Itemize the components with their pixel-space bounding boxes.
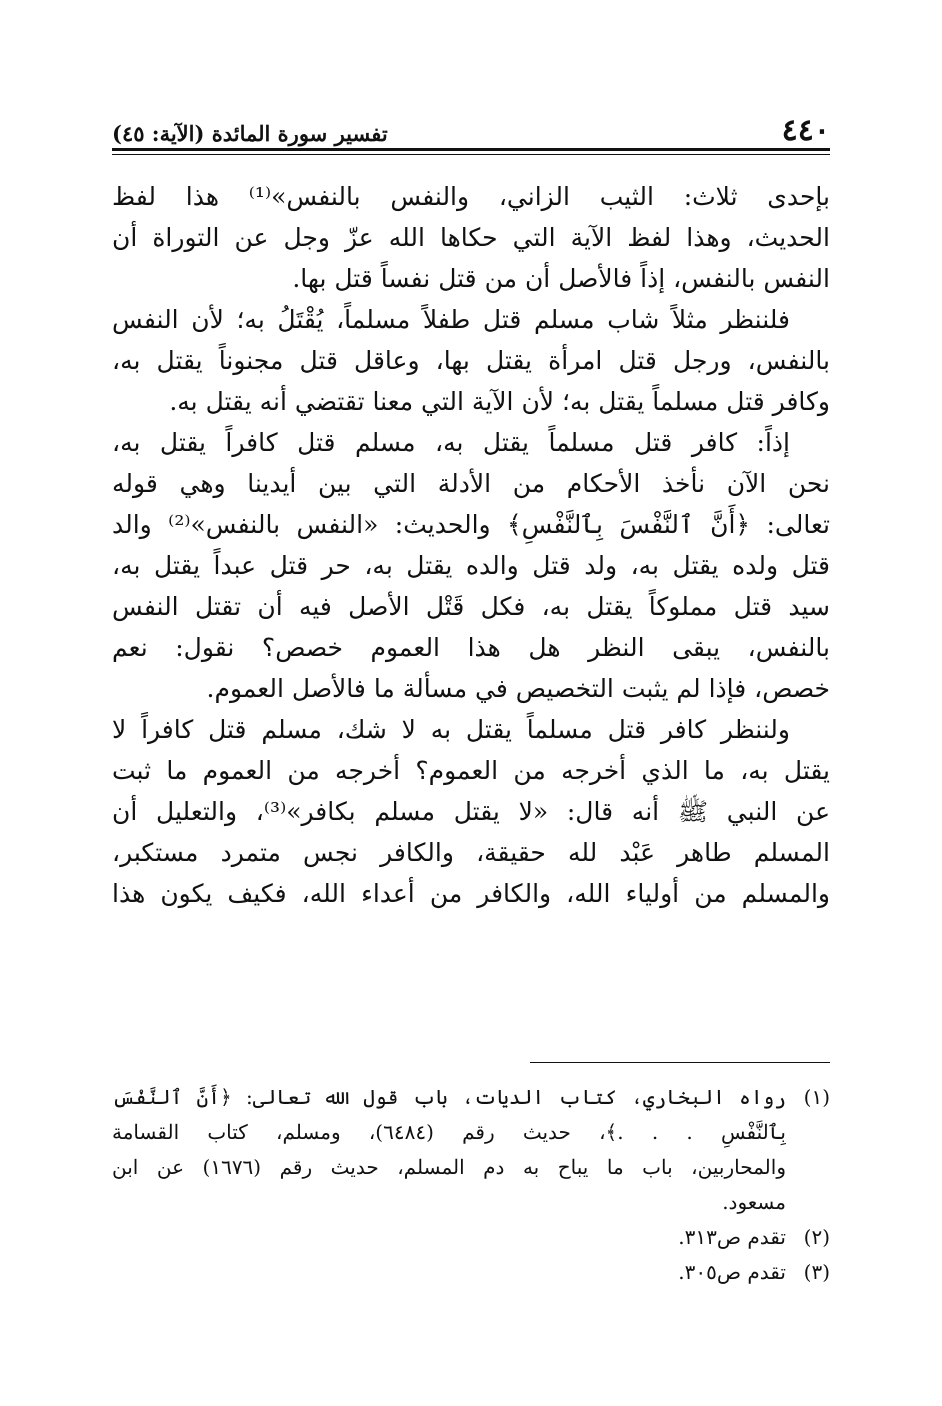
body-line: والمسلم من أولياء الله، والكافر من أعداء الله، فكيف يكون هذا [112, 879, 830, 908]
body-line: بالنفس، ورجل قتل امرأة يقتل بها، وعاقل قتل مجنوناً يقتل به، [112, 346, 830, 375]
footnote-number: (٣) [803, 1260, 830, 1284]
body-line: سيد قتل مملوكاً يقتل به، فكل قَتْل الأصل فيه أن تقتل النفس [112, 592, 830, 621]
body-line: تعالى: ﴿أَنَّ ٱلنَّفْسَ بِٱلنَّفْسِ﴾ والحديث: «النفس بالنفس»⁽²⁾ والد [112, 510, 830, 539]
page-header [112, 112, 830, 146]
footnotes [112, 1080, 830, 1290]
footnote-line: رواه البخاري، كتاب الديات، باب قول الله تعالى: ﴿أَنَّ ٱلنَّفْسَ [112, 1085, 786, 1109]
body-line: الحديث، وهذا لفظ الآية التي حكاها الله عزّ وجل عن التوراة أن [112, 223, 830, 252]
body-line: يقتل به، ما الذي أخرجه من العموم؟ أخرجه من العموم ما ثبت [112, 756, 830, 785]
header-rule-thin [112, 154, 830, 155]
body-line: بإحدى ثلاث: الثيب الزاني، والنفس بالنفس»⁽¹⁾ هذا لفظ [112, 182, 830, 211]
footnote-line: بِٱلنَّفْسِ . . .﴾، حديث رقم (٦٤٨٤)، ومسلم، كتاب القسامة [112, 1120, 786, 1144]
body-line: عن النبي ﷺ أنه قال: «لا يقتل مسلم بكافر»⁽³⁾، والتعليل أن [112, 797, 830, 826]
footnote-line: مسعود. [722, 1190, 786, 1214]
body-line: بالنفس، يبقى النظر هل هذا العموم خصص؟ نقول: نعم [112, 633, 830, 662]
footnote-1 [112, 1080, 830, 1220]
body-line: قتل ولده يقتل به، ولد قتل والده يقتل به، حر قتل عبداً يقتل به، [112, 551, 830, 580]
footnote-separator [530, 1062, 830, 1063]
body-line: وكافر قتل مسلماً يقتل به؛ لأن الآية التي معنا تقتضي أنه يقتل به. [169, 387, 830, 416]
page-number: ٤٤٠ [781, 113, 830, 148]
body-line: ولننظر كافر قتل مسلماً يقتل به لا شك، مسلم قتل كافراً لا [112, 715, 790, 744]
body-line: إذاً: كافر قتل مسلماً يقتل به، مسلم قتل كافراً يقتل به، [112, 428, 790, 457]
body-line: خصص، فإذا لم يثبت التخصيص في مسألة ما فالأصل العموم. [206, 674, 830, 703]
footnote-line: والمحاربين، باب ما يباح به دم المسلم، حديث رقم (١٦٧٦) عن ابن [112, 1155, 786, 1179]
footnote-line: تقدم ص٣٠٥. [678, 1260, 786, 1284]
footnote-line: تقدم ص٣١٣. [678, 1225, 786, 1249]
footnote-number: (١) [803, 1085, 830, 1109]
body-line: فلننظر مثلاً شاب مسلم قتل طفلاً مسلماً، يُقْتَلُ به؛ لأن النفس [112, 305, 790, 334]
body-line: المسلم طاهر عَبْد لله حقيقة، والكافر نجس متمرد مستكبر، [112, 838, 830, 867]
footnote-3 [112, 1255, 830, 1290]
body-line: النفس بالنفس، إذاً فالأصل أن من قتل نفساً قتل بها. [292, 264, 830, 293]
footnote-number: (٢) [803, 1225, 830, 1249]
footnote-2 [112, 1220, 830, 1255]
header-rule-thick [112, 148, 830, 151]
body-line: نحن الآن نأخذ الأحكام من الأدلة التي بين أيدينا وهي قوله [112, 469, 830, 498]
running-title: تفسير سورة المائدة (الآية: ٤٥) [112, 121, 388, 146]
body-text [112, 176, 830, 914]
